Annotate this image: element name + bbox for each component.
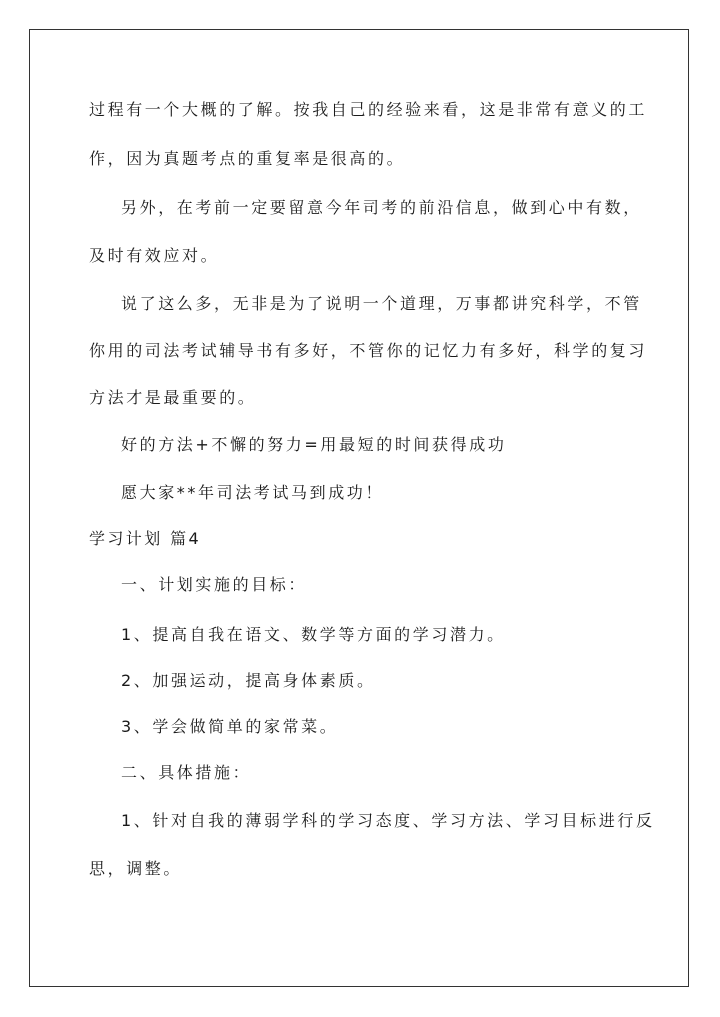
list-item-continuation: 思，调整。 [89,859,183,878]
paragraph-line: 作，因为真题考点的重复率是很高的。 [89,149,406,168]
list-heading: 二、具体措施： [121,763,252,782]
paragraph-line: 方法才是最重要的。 [89,388,257,407]
paragraph-line: 另外，在考前一定要留意今年司考的前沿信息，做到心中有数， [121,198,642,217]
list-item: 3、学会做简单的家常菜。 [121,717,339,736]
paragraph-line: 你用的司法考试辅导书有多好，不管你的记忆力有多好，科学的复习 [89,341,648,360]
paragraph-line: 过程有一个大概的了解。按我自己的经验来看，这是非常有意义的工 [89,100,648,119]
formula-line: 好的方法+不懈的努力=用最短的时间获得成功 [121,435,507,454]
paragraph-line: 及时有效应对。 [89,246,220,265]
paragraph-line: 说了这么多，无非是为了说明一个道理，万事都讲究科学，不管 [121,294,642,313]
page-border [29,29,689,987]
list-item: 1、针对自我的薄弱学科的学习态度、学习方法、学习目标进行反 [121,811,655,830]
list-item: 1、提高自我在语文、数学等方面的学习潜力。 [121,625,506,644]
wish-line: 愿大家**年司法考试马到成功！ [121,483,385,502]
list-heading: 一、计划实施的目标： [121,575,308,594]
section-heading: 学习计划 篇4 [89,529,202,548]
list-item: 2、加强运动，提高身体素质。 [121,671,376,690]
